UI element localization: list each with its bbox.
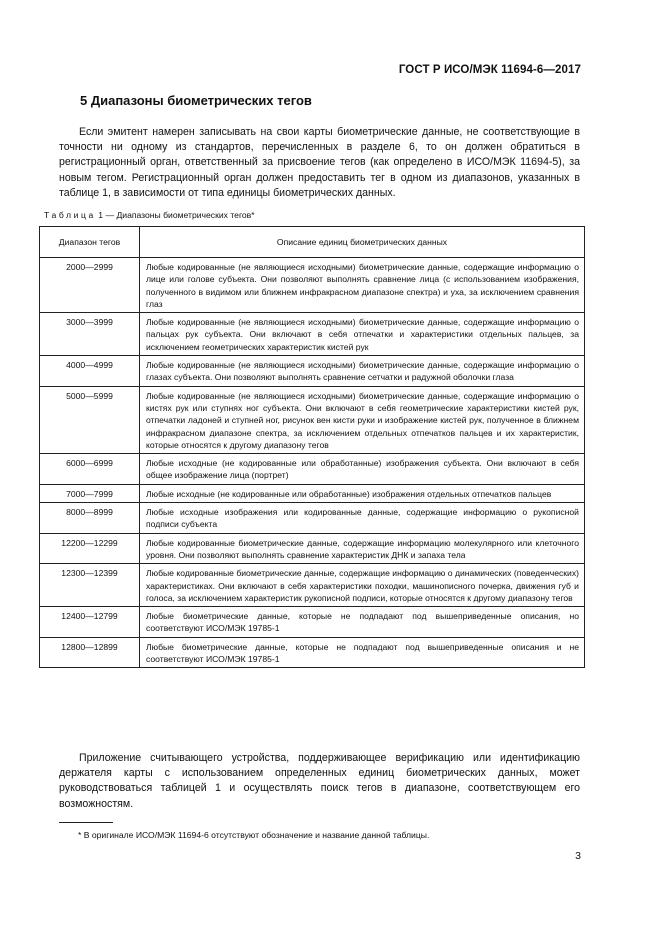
standard-designation: ГОСТ Р ИСО/МЭК 11694-6—2017: [398, 64, 581, 76]
table-row: [40, 356, 585, 387]
range-cell: 12200—12299: [40, 533, 140, 564]
table-row: [40, 607, 585, 638]
column-header-range: Диапазон тегов: [40, 227, 140, 258]
description-cell: Любые кодированные (не являющиеся исходными) биометрические данные, содержащие информацию о глазах субъекта. Они позволяют выполнять сравнение сетчатки и радужной оболочки глаза: [140, 356, 585, 387]
footnote-divider: [59, 822, 113, 823]
table-caption-prefix: Таблица: [44, 210, 96, 220]
table-row: [40, 564, 585, 607]
table-row: [40, 386, 585, 453]
range-cell: 5000—5999: [40, 386, 140, 453]
range-cell: 3000—3999: [40, 313, 140, 356]
table-caption: [44, 210, 255, 220]
range-cell: 12800—12899: [40, 637, 140, 668]
table-row: [40, 313, 585, 356]
description-cell: Любые кодированные (не являющиеся исходными) биометрические данные, содержащие информацию о лице или голове субъекта. Они позволяют выполнять сравнение лица (с использованием изображения, полученного в видимом или ближнем инфракрасном диапазоне спектра) и уха, за исключением сравнения глаз: [140, 258, 585, 313]
description-cell: Любые кодированные (не являющиеся исходными) биометрические данные, содержащие информацию о кистях рук или ступнях ног субъекта. Они включают в себя геометрические характеристики кистей рук, отпечатки ладоней и ступней ног, рисунок вен кисти руки и изображение кистей рук, полученное в ближнем инфракрасном диапазоне спектра, за исключением отдельных отпечатков пальцев и их характеристик, которые относятся к другому диапазону тегов: [140, 386, 585, 453]
range-cell: 2000—2999: [40, 258, 140, 313]
description-cell: Любые кодированные биометрические данные, содержащие информацию о динамических (поведенческих) характеристиках. Они включают в себя характеристики походки, машинописного почерка, движения губ и голоса, за исключением характеристик рукописной подписи, которые относятся к другому диапазону тегов: [140, 564, 585, 607]
table-caption-title: 1 — Диапазоны биометрических тегов*: [95, 210, 255, 220]
range-cell: 12400—12799: [40, 607, 140, 638]
description-cell: Любые биометрические данные, которые не подпадают под вышеприведенные описания и не соответствуют ИСО/МЭК 19785-1: [140, 637, 585, 668]
description-cell: Любые исходные (не кодированные или обработанные) изображения субъекта. Они включают в себя общее изображение лица (портрет): [140, 454, 585, 485]
range-cell: 8000—8999: [40, 503, 140, 534]
table-row: [40, 258, 585, 313]
description-cell: Любые исходные (не кодированные или обработанные) изображения отдельных отпечатков пальцев: [140, 484, 585, 502]
footnote: * В оригинале ИСО/МЭК 11694-6 отсутствуют обозначение и название данной таблицы.: [78, 830, 430, 840]
description-cell: Любые исходные изображения или кодированные данные, содержащие информацию о рукописной подписи субъекта: [140, 503, 585, 534]
table-row: [40, 637, 585, 668]
page-number: 3: [575, 850, 581, 862]
table-row: [40, 533, 585, 564]
table-row: [40, 454, 585, 485]
section-title: 5 Диапазоны биометрических тегов: [80, 93, 312, 108]
table-header-row: [40, 227, 585, 258]
table-row: [40, 503, 585, 534]
description-cell: Любые кодированные биометрические данные, содержащие информацию молекулярного или клеточного уровня. Они позволяют выполнять сравнение характеристик ДНК и запаха тела: [140, 533, 585, 564]
table-row: [40, 484, 585, 502]
intro-paragraph: Если эмитент намерен записывать на свои карты биометрические данные, не соответствующие в точности ни одному из стандартов, перечисленных в разделе 6, то он должен обратиться в регистрационный орган, ответственный за присвоение тегов (как определено в ИСО/МЭК 11694-5), за новым тегом. Регистрационный орган должен предоставить тег в одном из диапазонов, указанных в таблице 1, в зависимости от типа единицы биометрических данных.: [59, 126, 580, 199]
range-cell: 12300—12399: [40, 564, 140, 607]
column-header-description: Описание единиц биометрических данных: [140, 227, 585, 258]
range-cell: 6000—6999: [40, 454, 140, 485]
description-cell: Любые биометрические данные, которые не подпадают под вышеприведенные описания, но соответствуют ИСО/МЭК 19785-1: [140, 607, 585, 638]
range-cell: 4000—4999: [40, 356, 140, 387]
description-cell: Любые кодированные (не являющиеся исходными) биометрические данные, содержащие информацию о пальцах рук субъекта. Они включают в себя отпечатки и характеристики отдельных пальцев, за исключением геометрических характеристик кистей рук: [140, 313, 585, 356]
range-cell: 7000—7999: [40, 484, 140, 502]
closing-paragraph: Приложение считывающего устройства, поддерживающее верификацию или идентификацию держателя карты с использованием определенных единиц биометрических данных, может руководствоваться таблицей 1 и осуществлять поиск тегов в диапазоне, соответствующем его возможностям.: [59, 752, 580, 810]
tag-ranges-table: [39, 226, 585, 668]
